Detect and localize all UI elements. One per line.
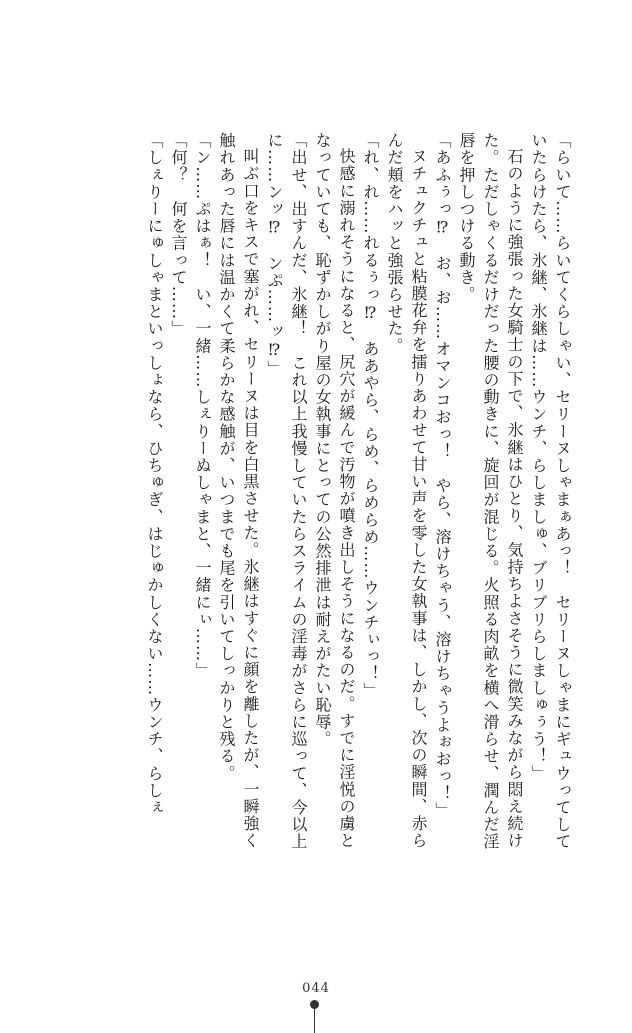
paragraph-2: 石のように強張った女騎士の下で、氷継はひとり、気持ちよさそうに微笑みながら悶え続けた。ただしゃくるだけだった腰の動きに、旋回が混じる。火照る肉畝を横へ滑らせ、潤んだ淫唇を押しつける動き。 [457,132,524,851]
paragraph-7: 「出せ、出すんだ、氷継！ これ以上我慢していたらスライムの淫毒がさらに巡って、今以上に……ンッ⁉ ンぷ……ッ⁉」 [265,132,308,851]
page-number: 044 [302,981,330,996]
paragraph-6: 快感に溺れそうになると、尻穴が緩んで汚物が噴き出しそうになるのだ。すでに淫悦の虜となっていても、恥ずかしがり屋の女執事にとっての公然排泄は耐えがたい恥辱。 [313,132,356,850]
paragraph-3: 「あふぅっ⁉ お、お……オマンコおっ！ やら、溶けちゃう、溶けちゃうよぉおっ！」 [433,132,452,819]
paragraph-11: 「しぇりーにゅしゃまといっしょなら、ひちゅぎ、はじゅかしくない……ウンチ、らしぇ [145,132,164,816]
paragraph-10: 「何？ 何を言って……」 [169,132,188,338]
paragraph-4: ヌチュクチュと粘膜花弁を擂りあわせて甘い声を零した女執事は、しかし、次の瞬間、赤らんだ頬をハッと強張らせた。 [385,132,428,850]
vertical-text-body [142,132,574,852]
paragraph-8: 叫ぶ口をキスで塞がれ、セリーヌは目を白黒させた。氷継はすぐに顔を離したが、一瞬強く触れあった唇には温かくて柔らかな感触が、いつまでも尾を引いてしっかりと残る。 [217,132,260,850]
paragraph-9: 「ン……ぷはぁ！ い、一緒……しぇりーぬしゃまと、一緒にぃ……」 [193,132,212,680]
paragraph-1: 「らいて……らいてくらしゃい、セリーヌしゃまぁあっ！ セリーヌしゃまにギュウってしていたらけたら、氷継、氷継は……ウンチ、らしましゅ、ブリブリらしましゅぅう！」 [529,132,572,851]
folio-line-ornament [314,1008,315,1033]
paragraph-5: 「れ、れ……れるぅっ⁉ ああやら、らめ、らめらめ……ウンチぃっ！」 [361,132,380,700]
